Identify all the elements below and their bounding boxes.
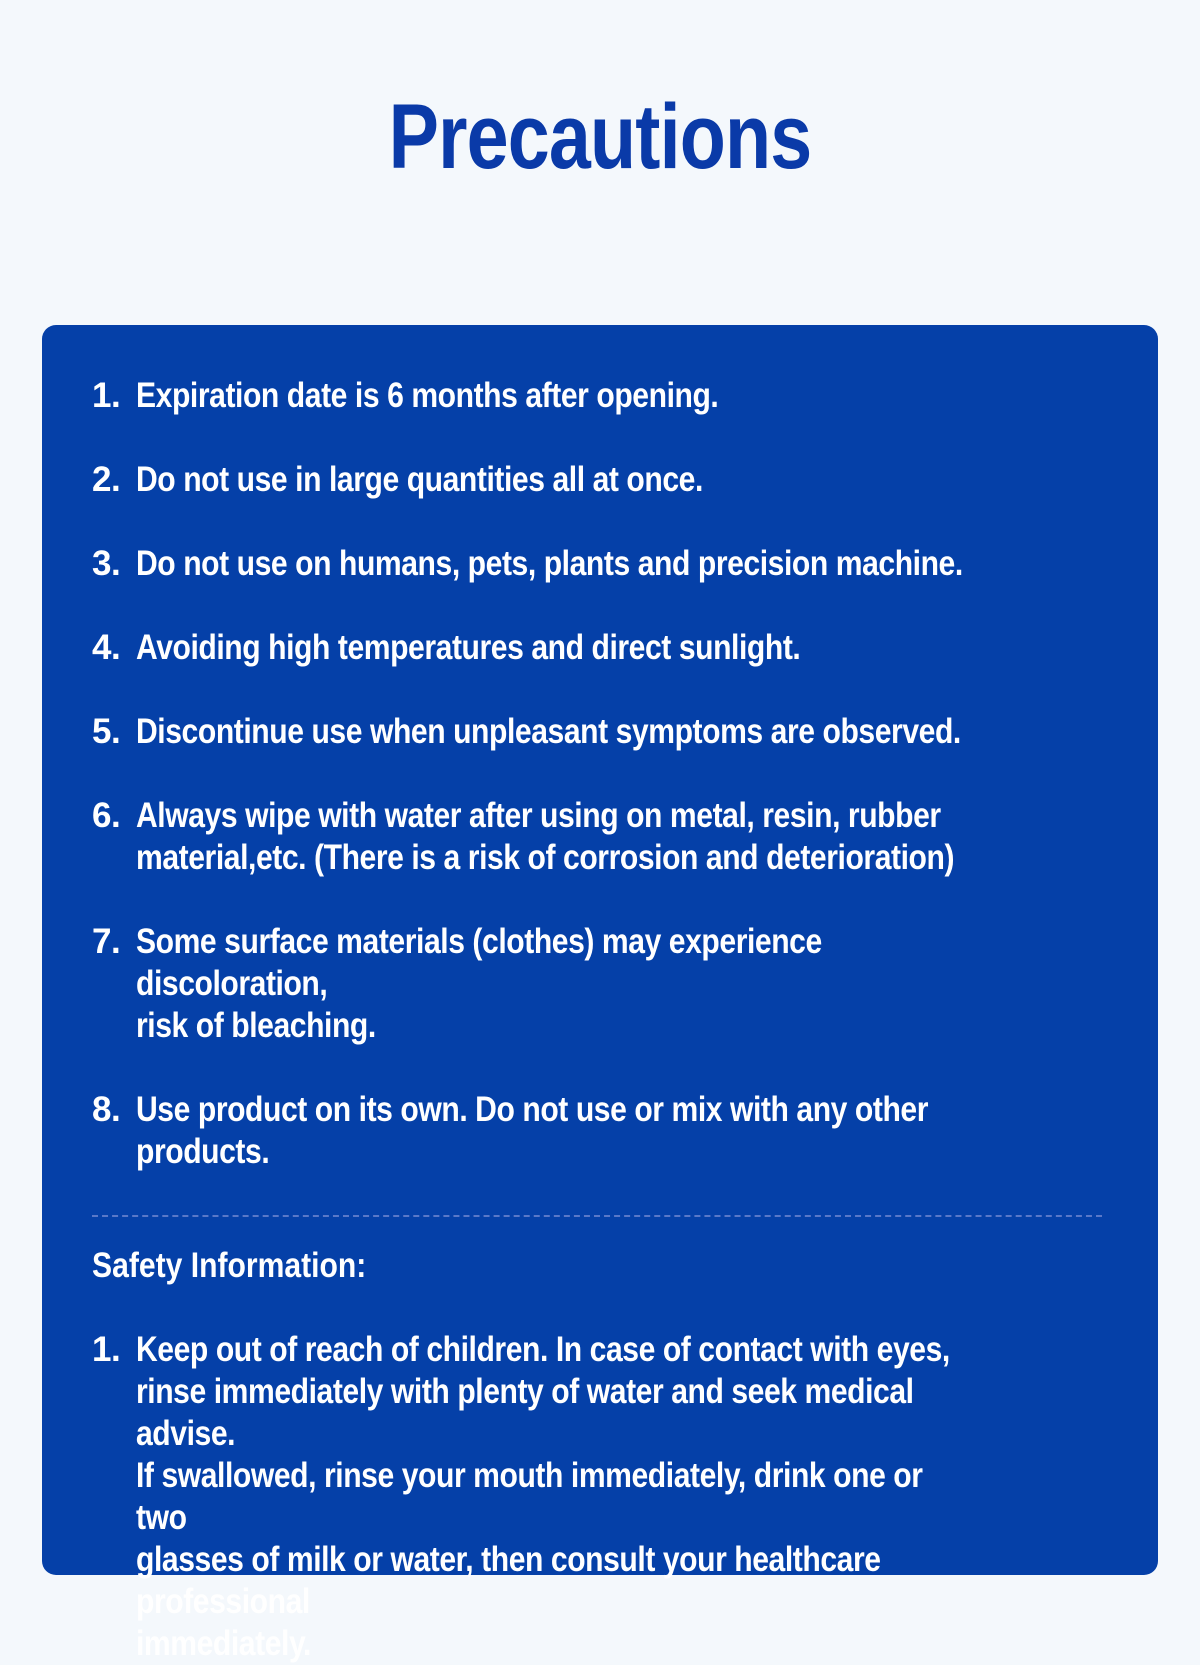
item-text: Do not use on humans, pets, plants and precision machine. [136, 544, 963, 583]
item-number: 3. [92, 544, 121, 583]
item-number: 7. [92, 922, 121, 961]
list-item [92, 711, 1108, 753]
list-item [92, 459, 1108, 501]
item-number: 1. [92, 1330, 121, 1369]
item-number: 8. [92, 1090, 121, 1129]
list-item [92, 543, 1108, 585]
safety-list [92, 1329, 1108, 1665]
dashed-divider [92, 1215, 1102, 1217]
list-item [92, 921, 1108, 1047]
list-item [92, 1329, 1108, 1665]
list-item [92, 1089, 1108, 1173]
item-number: 1. [92, 376, 121, 415]
item-text: Keep out of reach of children. In case of contact with eyes, rinse immediately with plenty of water and seek medical advise. If swallowed, rinse your mouth immediately, drink one or two glasses of milk or water, then consult your healthcare professional immediately. [136, 1330, 950, 1663]
item-number: 2. [92, 460, 121, 499]
item-text: Expiration date is 6 months after opening. [136, 376, 719, 415]
precautions-panel [42, 325, 1158, 1663]
page-title: Precautions [388, 86, 812, 188]
list-item [92, 795, 1108, 879]
item-text: Do not use in large quantities all at once. [136, 460, 703, 499]
item-number: 5. [92, 712, 121, 751]
list-item [92, 627, 1108, 669]
item-text: Discontinue use when unpleasant symptoms are observed. [136, 712, 961, 751]
item-number: 6. [92, 796, 121, 835]
item-number: 4. [92, 628, 121, 667]
safety-heading: Safety Information: [92, 1246, 367, 1285]
item-text: Always wipe with water after using on metal, resin, rubber material,etc. (There is a risk of corrosion and deterioration) [136, 796, 955, 877]
item-text: Avoiding high temperatures and direct sunlight. [136, 628, 801, 667]
list-item [92, 375, 1108, 417]
item-text: Use product on its own. Do not use or mix with any other products. [136, 1090, 929, 1171]
item-text: Some surface materials (clothes) may experience discoloration, risk of bleaching. [136, 922, 822, 1045]
precautions-list [92, 375, 1108, 1173]
